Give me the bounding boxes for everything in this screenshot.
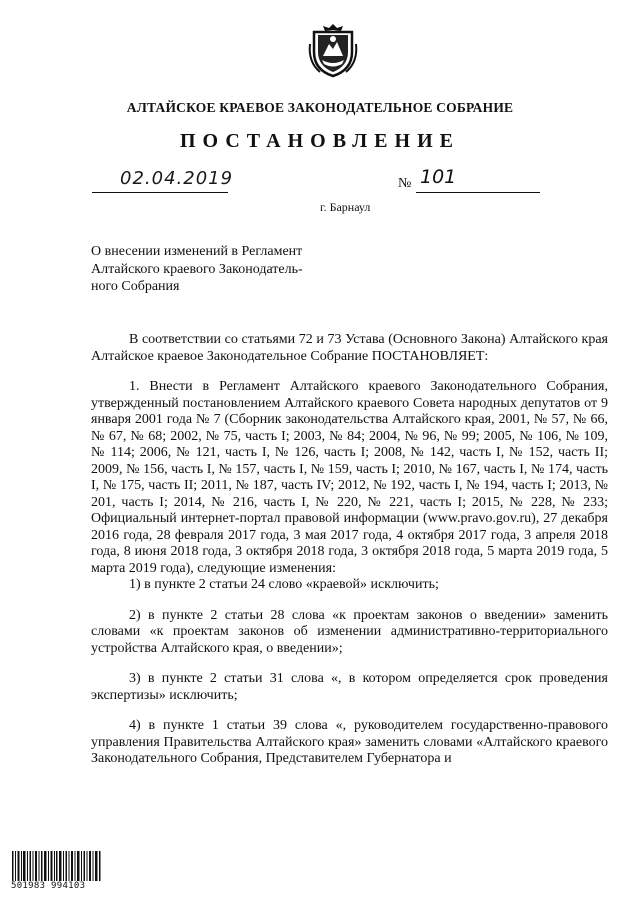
document-subject bbox=[91, 243, 337, 296]
barcode-number: 501983 994103 bbox=[11, 881, 86, 891]
subject-line-2: Алтайского краевого Законодатель- bbox=[91, 261, 303, 277]
subject-line-1: О внесении изменений в Регламент bbox=[91, 244, 303, 259]
document-date: 02.04.2019 bbox=[120, 168, 234, 189]
coat-of-arms-icon bbox=[306, 22, 360, 78]
subject-line-3: ного Собрания bbox=[91, 279, 180, 294]
document-type: ПОСТАНОВЛЕНИЕ bbox=[180, 130, 460, 152]
number-sign: № bbox=[398, 176, 412, 191]
barcode-icon bbox=[12, 851, 102, 881]
item-1-3-paragraph: 3) в пункте 2 статьи 31 слова «, в котором определяется срок проведения экспертизы» исключить; bbox=[91, 671, 608, 703]
item-1-4-paragraph: 4) в пункте 1 статьи 39 слова «, руководителем государственно-правового управления Правительства Алтайского края» заменить словами «Алтайского краевого Законодательного Собрания, Представителем Губернатора и bbox=[91, 718, 608, 766]
item-1-1-paragraph: 1) в пункте 2 статьи 24 слово «краевой» исключить; bbox=[129, 577, 439, 592]
document-number: 101 bbox=[420, 166, 457, 188]
document-body bbox=[91, 332, 608, 768]
item-1-2-paragraph: 2) в пункте 2 статьи 28 слова «к проектам законов о введении» заменить словами «к проектам законов об изменении административно-территориального устройства Алтайского края, о введении»; bbox=[91, 607, 608, 656]
item-1-paragraph: 1. Внести в Регламент Алтайского краевого Законодательного Собрания, утвержденный постановлением Алтайского краевого Совета народных депутатов от 9 января 2001 года № 7 (Сборник законодательства Алтайского края, 2001, № 57, № 66, № 67, № 68; 2002, № 75, часть I; 2003, № 84; 2004, № 96, № 99; 2005, № 106, № 109, № 114; 2006, № 121, часть I, № 126, часть I; 2008, № 142, часть I, № 152, часть II; 2009, № 156, часть I, № 157, часть I, № 159, часть I; 2010, № 167, часть I, № 174, часть I, № 175, часть II; 2011, № 187, часть IV; 2012, № 192, часть I, № 194, часть I; 2013, № 201, часть I; 2014, № 216, часть I, № 220, № 221, часть I; 2015, № 228, № 233; Официальный интернет-портал правовой информации (www.pravo.gov.ru), 27 декабря 2016 года, 28 февраля 2017 года, 3 мая 2017 года, 4 октября 2017 года, 3 апреля 2018 года, 8 июня 2018 года, 3 октября 2018 года, 3 октября 2018 года, 5 марта 2019 года, 5 марта 2019 года), следующие изменения: bbox=[91, 379, 608, 576]
city: г. Барнаул bbox=[320, 200, 371, 214]
date-underline bbox=[92, 192, 228, 193]
organization-name: АЛТАЙСКОЕ КРАЕВОЕ ЗАКОНОДАТЕЛЬНОЕ СОБРАНИЕ bbox=[126, 100, 514, 115]
preamble-paragraph: В соответствии со статьями 72 и 73 Устава (Основного Закона) Алтайского края Алтайское краевое Законодательное Собрание ПОСТАНОВЛЯЕТ: bbox=[91, 332, 608, 364]
number-underline bbox=[416, 192, 540, 193]
